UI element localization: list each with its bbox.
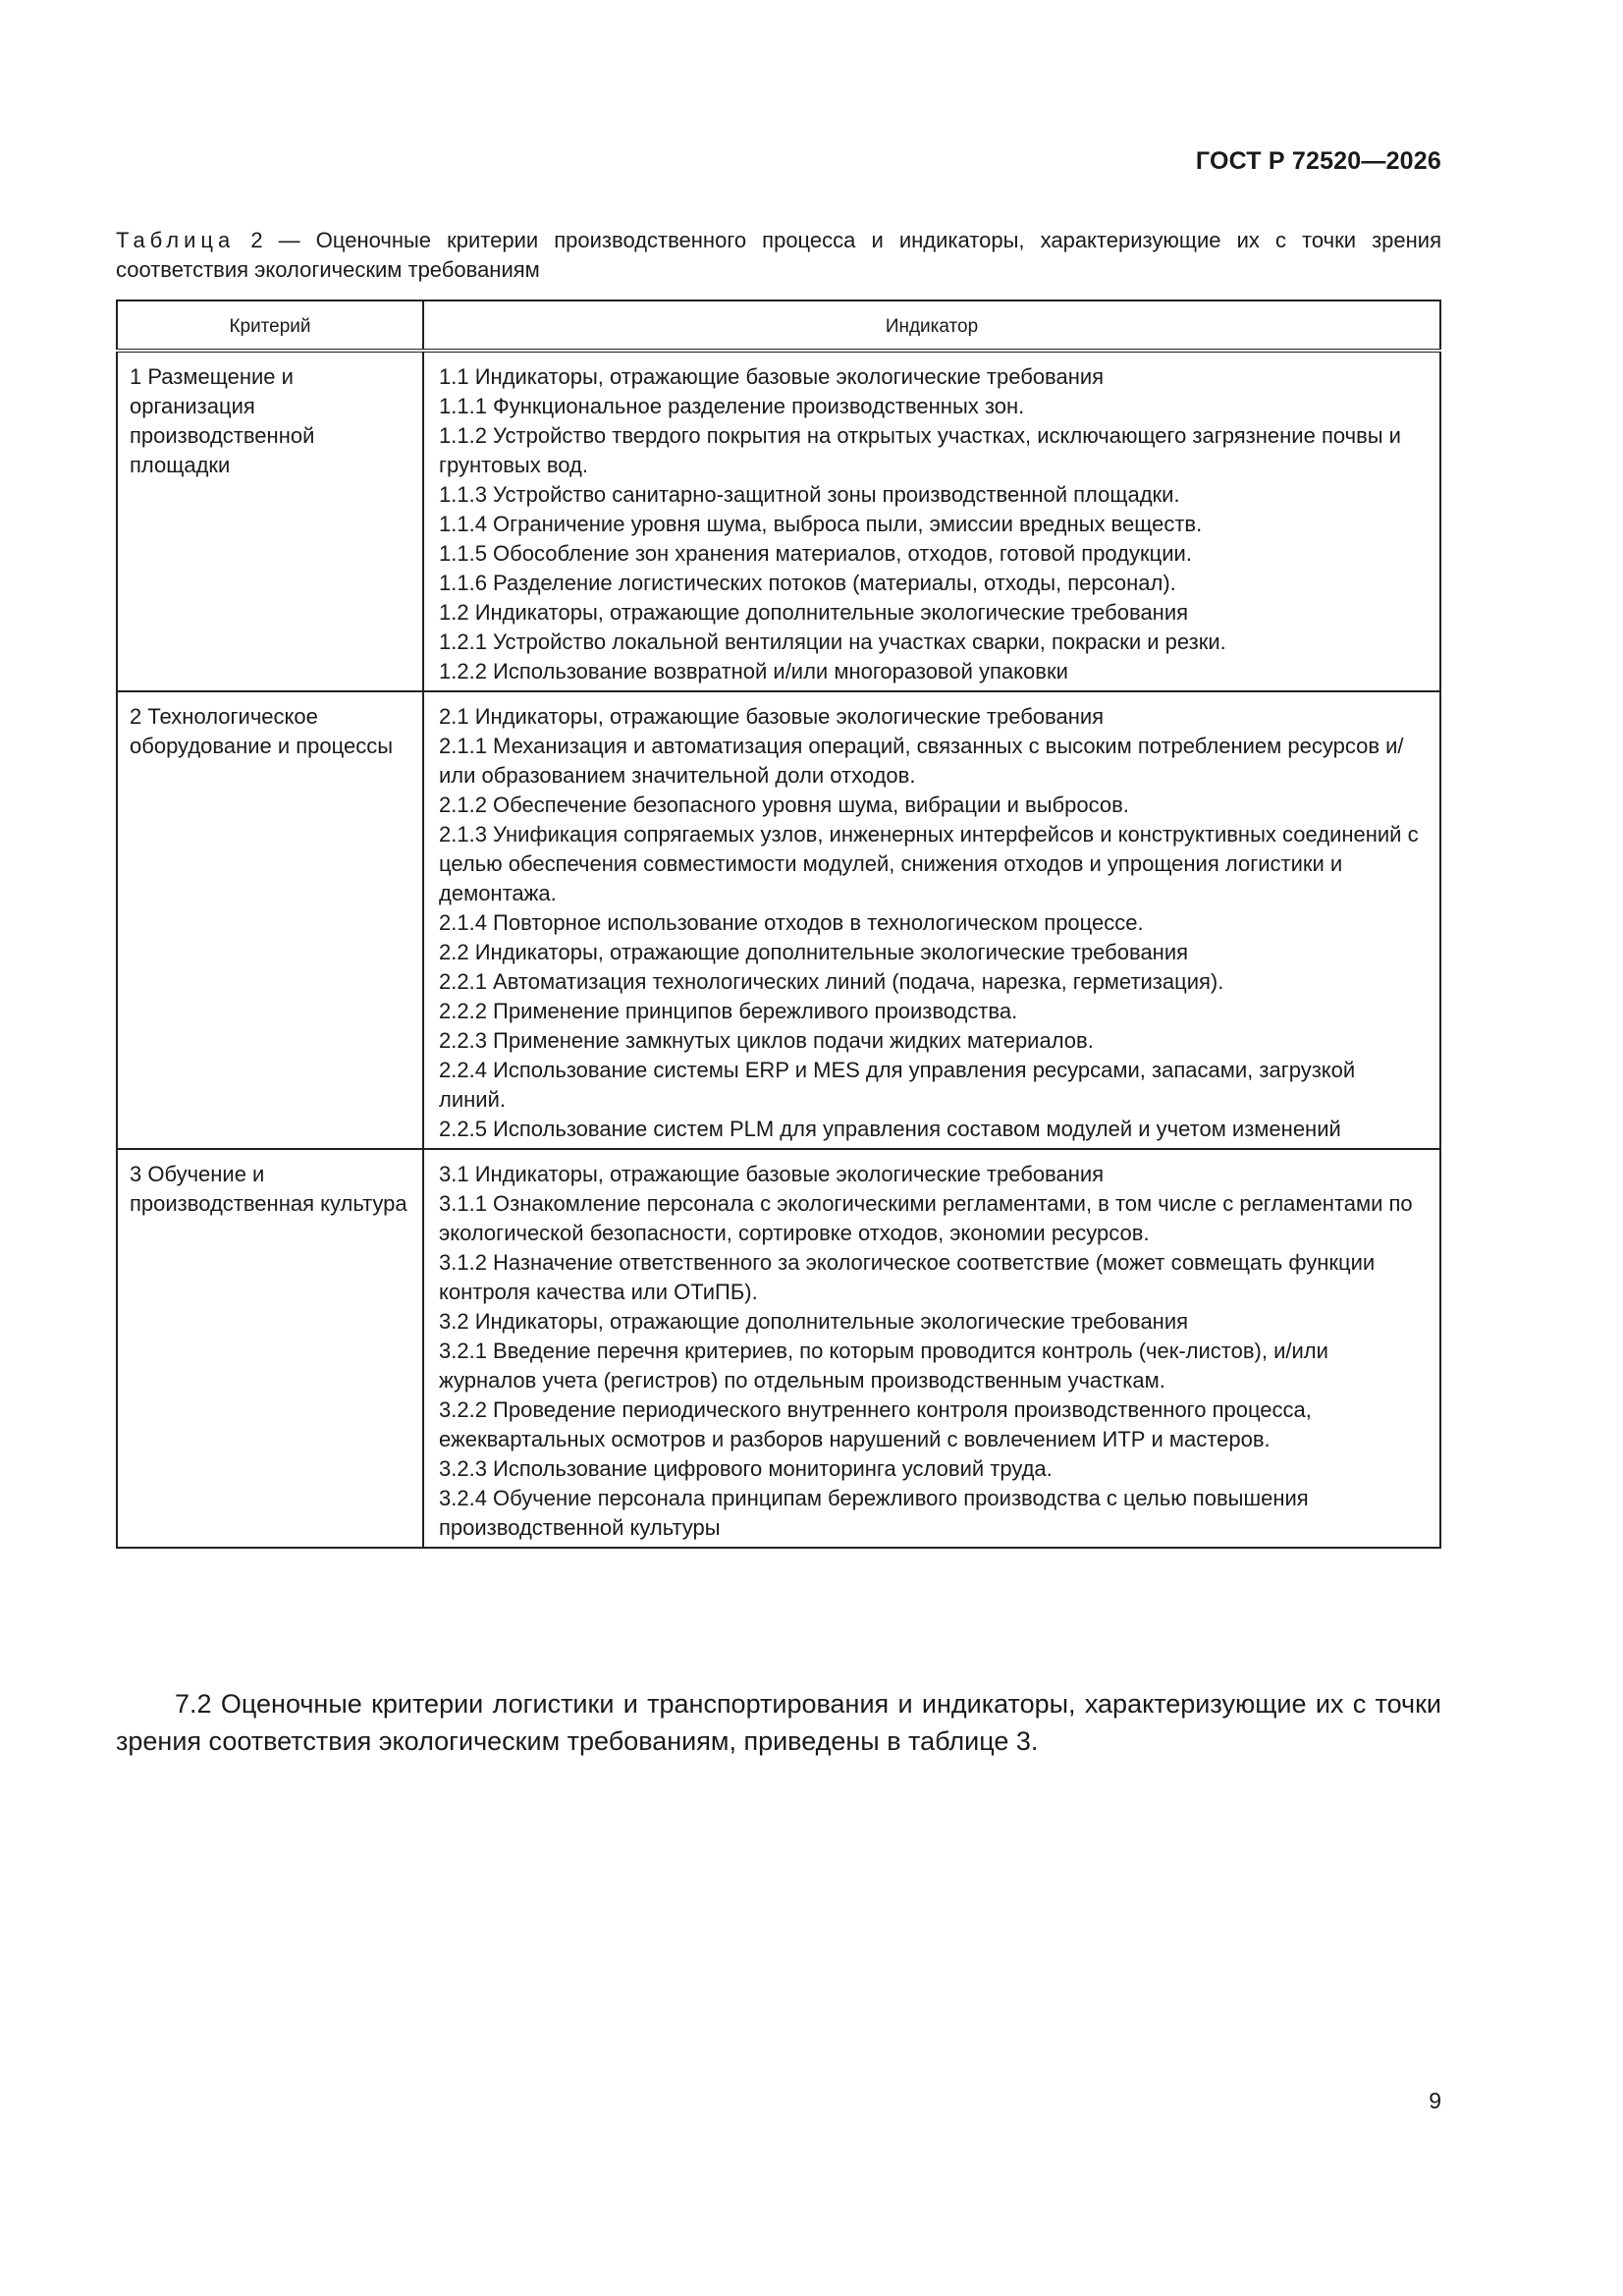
criterion-cell: 3 Обучение и производственная культура: [117, 1149, 423, 1548]
indicator-line: 3.1.1 Ознакомление персонала с экологическими регламентами, в том числе с регламентами по экологической безопасности, сортировке отходов, экономии ресурсов.: [439, 1191, 1413, 1245]
indicator-line: 1.1.5 Обособление зон хранения материалов, отходов, готовой продукции.: [439, 541, 1192, 566]
table-header-row: [117, 301, 1440, 351]
indicator-line: 2.1.2 Обеспечение безопасного уровня шума, вибрации и выбросов.: [439, 793, 1129, 817]
indicator-line: 2.2.5 Использование систем PLM для управления составом модулей и учетом изменений: [439, 1117, 1341, 1141]
indicator-line: 2.2.3 Применение замкнутых циклов подачи жидких материалов.: [439, 1028, 1094, 1053]
indicator-line: 3.2.1 Введение перечня критериев, по которым проводится контроль (чек-листов), и/или журналов учета (регистров) по отдельным производственным участкам.: [439, 1339, 1328, 1393]
document-code: ГОСТ Р 72520—2026: [1195, 147, 1441, 175]
indicator-line: 1.1.1 Функциональное разделение производственных зон.: [439, 394, 1025, 418]
indicator-line: 2.1.4 Повторное использование отходов в технологическом процессе.: [439, 910, 1144, 935]
table-row: [117, 351, 1440, 691]
table-caption: [116, 226, 1441, 285]
table-row: [117, 691, 1440, 1149]
indicator-line: 1.2.1 Устройство локальной вентиляции на участках сварки, покраски и резки.: [439, 629, 1226, 654]
indicator-cell: [423, 691, 1440, 1149]
indicator-line: 2.1.3 Унификация сопрягаемых узлов, инженерных интерфейсов и конструктивных соединений с целью обеспечения совместимости модулей, снижения отходов и упрощения логистики и демонтажа.: [439, 822, 1419, 905]
table-caption-text: 2 — Оценочные критерии производственного процесса и индикаторы, характеризующие их с точки зрения соответствия экологическим требованиям: [116, 228, 1441, 282]
indicator-cell: [423, 351, 1440, 691]
indicator-line: 1.1.2 Устройство твердого покрытия на открытых участках, исключающего загрязнение почвы и грунтовых вод.: [439, 423, 1401, 477]
criteria-table: [116, 300, 1441, 1549]
table-row: [117, 1149, 1440, 1548]
indicator-line: 3.2 Индикаторы, отражающие дополнительные экологические требования: [439, 1309, 1189, 1334]
indicator-line: 1.1 Индикаторы, отражающие базовые экологические требования: [439, 364, 1105, 389]
indicator-line: 2.2.2 Применение принципов бережливого производства.: [439, 999, 1018, 1023]
indicator-line: 3.2.2 Проведение периодического внутреннего контроля производственного процесса, ежеквартальных осмотров и разборов нарушений с вовлечением ИТР и мастеров.: [439, 1397, 1312, 1451]
table-caption-label: Таблица: [116, 228, 236, 252]
indicator-line: 2.2 Индикаторы, отражающие дополнительные экологические требования: [439, 940, 1189, 964]
indicator-line: 1.2 Индикаторы, отражающие дополнительные экологические требования: [439, 600, 1189, 625]
indicator-line: 1.1.3 Устройство санитарно-защитной зоны производственной площадки.: [439, 482, 1180, 507]
column-header-indicator: Индикатор: [423, 301, 1440, 351]
indicator-line: 2.2.1 Автоматизация технологических линий (подача, нарезка, герметизация).: [439, 969, 1224, 994]
indicator-line: 1.2.2 Использование возвратной и/или многоразовой упаковки: [439, 659, 1068, 683]
indicator-line: 2.1.1 Механизация и автоматизация операций, связанных с высоким потреблением ресурсов и/или образованием значительной доли отходов.: [439, 734, 1404, 788]
indicator-line: 3.2.4 Обучение персонала принципам бережливого производства с целью повышения производственной культуры: [439, 1486, 1309, 1540]
indicator-line: 1.1.4 Ограничение уровня шума, выброса пыли, эмиссии вредных веществ.: [439, 512, 1203, 536]
indicator-cell: [423, 1149, 1440, 1548]
criterion-cell: 1 Размещение и организация производственной площадки: [117, 351, 423, 691]
body-paragraph: 7.2 Оценочные критерии логистики и транспортирования и индикаторы, характеризующие их с точки зрения соответствия экологическим требованиям, приведены в таблице 3.: [116, 1689, 1441, 1756]
indicator-line: 3.1.2 Назначение ответственного за экологическое соответствие (может совмещать функции контроля качества или ОТиПБ).: [439, 1250, 1376, 1304]
column-header-criterion: Критерий: [117, 301, 423, 351]
indicator-line: 2.2.4 Использование системы ERP и MES для управления ресурсами, запасами, загрузкой линий.: [439, 1058, 1356, 1112]
criterion-cell: 2 Технологическое оборудование и процессы: [117, 691, 423, 1149]
indicator-line: 3.2.3 Использование цифрового мониторинга условий труда.: [439, 1456, 1053, 1481]
indicator-line: 2.1 Индикаторы, отражающие базовые экологические требования: [439, 704, 1105, 729]
indicator-line: 3.1 Индикаторы, отражающие базовые экологические требования: [439, 1162, 1105, 1186]
indicator-line: 1.1.6 Разделение логистических потоков (материалы, отходы, персонал).: [439, 571, 1176, 595]
page-number: 9: [1429, 2088, 1441, 2113]
